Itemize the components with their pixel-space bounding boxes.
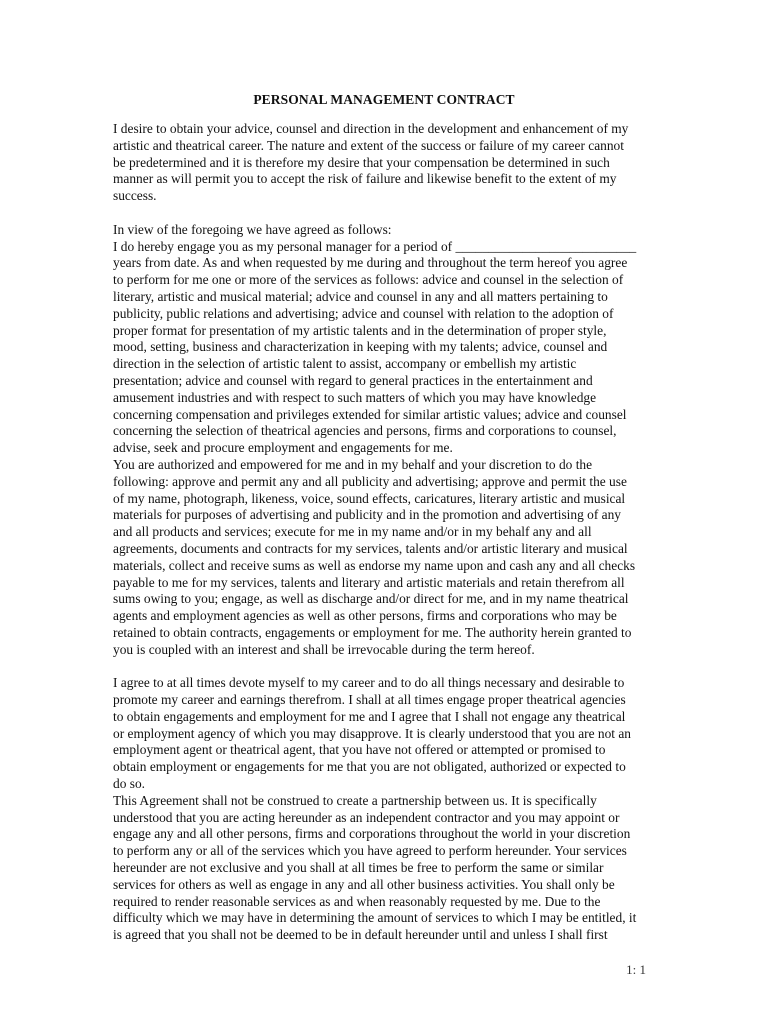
paragraph-obligations <box>113 675 648 944</box>
text-line: This Agreement shall not be construed to create a partnership between us. It is specifically <box>113 792 597 808</box>
text-line: advise, seek and procure employment and engagements for me. <box>113 440 453 456</box>
text-line: You are authorized and empowered for me and in my behalf and your discretion to do the <box>113 456 593 472</box>
text-line: payable to me for my services, talents and literary and artistic materials and retain therefrom all <box>113 574 625 590</box>
text-line: I do hereby engage you as my personal manager for a period of ___________________________ <box>113 238 637 254</box>
text-line: difficulty which we may have in determining the amount of services to which I may be entitled, it <box>113 910 637 926</box>
text-line: do so. <box>113 776 145 792</box>
text-line: publicity, public relations and advertising; advice and counsel with relation to the adoption of <box>113 305 614 321</box>
text-line: required to render reasonable services as and when reasonably requested by me. Due to the <box>113 893 601 909</box>
paragraph-spacer <box>113 205 648 222</box>
text-line: sums owing to you; engage, as well as discharge and/or direct for me, and in my name theatrical <box>113 591 629 607</box>
text-line: In view of the foregoing we have agreed as follows: <box>113 221 392 237</box>
text-line: to perform any or all of the services which you have agreed to perform hereunder. Your services <box>113 843 627 859</box>
text-line: amusement industries and with respect to such matters of which you may have knowledge <box>113 389 597 405</box>
document-body <box>113 121 648 944</box>
text-line: manner as will permit you to accept the risk of failure and likewise benefit to the extent of my <box>113 171 617 187</box>
paragraph-intro <box>113 121 648 205</box>
text-line: concerning the selection of theatrical agencies and persons, firms and corporations to counsel, <box>113 423 617 439</box>
text-line: understood that you are acting hereunder as an independent contractor and you may appoint or <box>113 809 620 825</box>
text-line: services for others as well as engage in any and all other business activities. You shall only be <box>113 876 615 892</box>
text-line: agreements, documents and contracts for my services, talents and/or artistic literary and musical <box>113 540 628 556</box>
text-line: direction in the selection of artistic talent to assist, accompany or embellish my artistic <box>113 356 577 372</box>
text-line: and all products and services; execute for me in my name and/or in my behalf any and all <box>113 524 592 540</box>
text-line: you is coupled with an interest and shall be irrevocable during the term hereof. <box>113 641 535 657</box>
text-line: materials for purposes of advertising and publicity and in the promotion and advertising of any <box>113 507 621 523</box>
text-line: hereunder are not exclusive and you shall at all times be free to perform the same or similar <box>113 860 604 876</box>
text-line: agents and employment agencies as well as other persons, firms and corporations who may be <box>113 608 617 624</box>
paragraph-spacer <box>113 659 648 676</box>
text-line: is agreed that you shall not be deemed to be in default hereunder until and unless I shall first <box>113 927 608 943</box>
text-line: proper format for presentation of my artistic talents and in the determination of proper style, <box>113 322 607 338</box>
text-line: artistic and theatrical career. The nature and extent of the success or failure of my career cannot <box>113 137 624 153</box>
text-line: to perform for me one or more of the services as follows: advice and counsel in the selection of <box>113 272 624 288</box>
text-line: to obtain engagements and employment for me and I agree that I shall not engage any theatrical <box>113 708 626 724</box>
paragraph-terms <box>113 222 648 659</box>
text-line: concerning compensation and privileges extended for similar artistic values; advice and counsel <box>113 406 627 422</box>
text-line: literary, artistic and musical material; advice and counsel in any and all matters pertaining to <box>113 288 608 304</box>
text-line: presentation; advice and counsel with regard to general practices in the entertainment and <box>113 372 593 388</box>
text-line: or employment agency of which you may disapprove. It is clearly understood that you are not an <box>113 725 631 741</box>
text-line: mood, setting, business and characterization in keeping with my talents; advice, counsel and <box>113 339 608 355</box>
text-line: retained to obtain contracts, engagements or employment for me. The authority herein granted to <box>113 624 632 640</box>
text-line: materials, collect and receive sums as well as endorse my name upon and cash any and all checks <box>113 557 636 573</box>
text-line: following: approve and permit any and all publicity and advertising; approve and permit the use <box>113 473 627 489</box>
text-line: I agree to at all times devote myself to my career and to do all things necessary and desirable to <box>113 675 625 691</box>
page-number: 1: 1 <box>626 962 646 977</box>
text-line: success. <box>113 188 157 204</box>
text-line: engage any and all other persons, firms and corporations throughout the world in your discretion <box>113 826 631 842</box>
text-line: promote my career and earnings therefrom. I shall at all times engage proper theatrical agencies <box>113 692 626 708</box>
text-line: years from date. As and when requested by me during and throughout the term hereof you agree <box>113 255 628 271</box>
text-line: be predetermined and it is therefore my desire that your compensation be determined in such <box>113 154 610 170</box>
text-line: obtain employment or engagements for me that you are not obligated, authorized or expected to <box>113 759 626 775</box>
text-line: I desire to obtain your advice, counsel and direction in the development and enhancement of my <box>113 121 629 136</box>
text-line: employment agent or theatrical agent, that you have not offered or attempted or promised to <box>113 742 606 758</box>
text-line: of my name, photograph, likeness, voice, sound effects, caricatures, literary artistic and musical <box>113 490 626 506</box>
document-title: PERSONAL MANAGEMENT CONTRACT <box>253 92 515 107</box>
